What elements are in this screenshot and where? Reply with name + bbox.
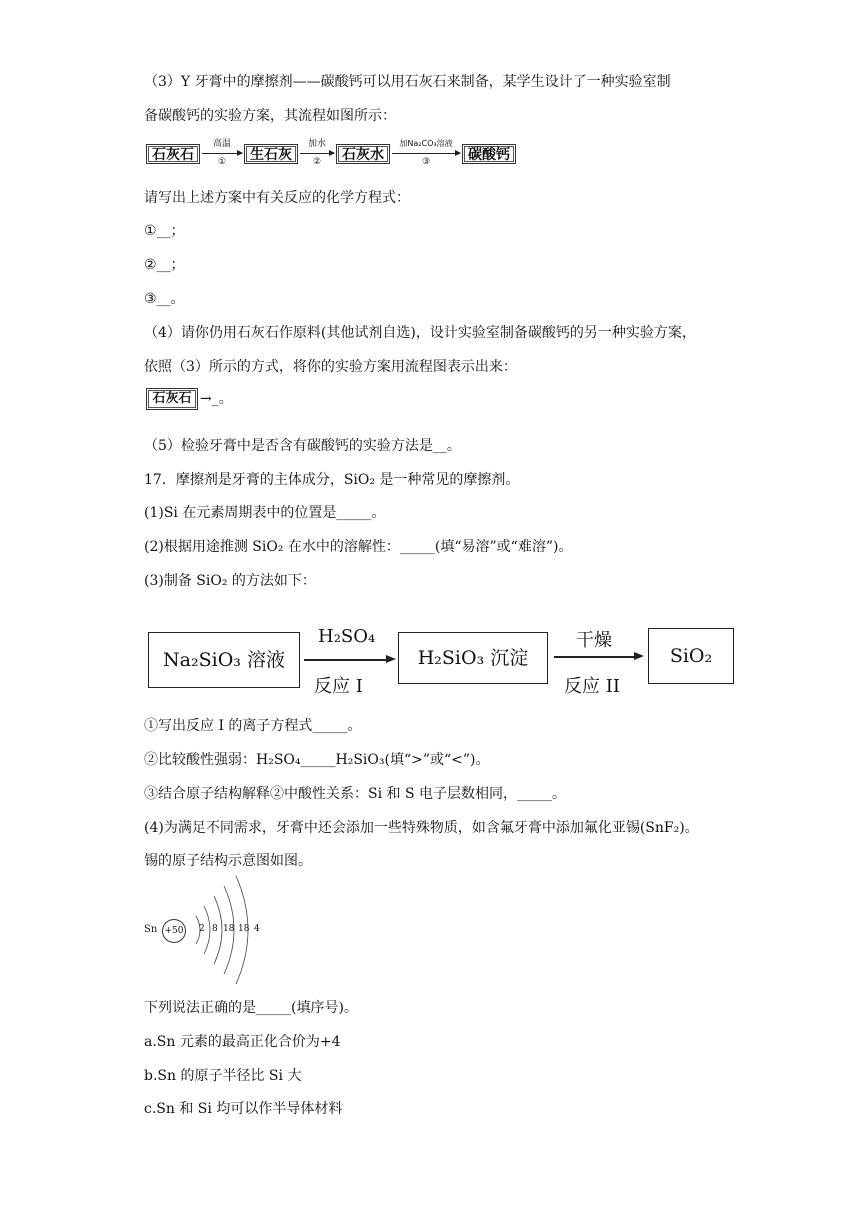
q16-part4-line2: 依照（3）所示的方式，将你的实验方案用流程图表示出来： bbox=[144, 359, 517, 375]
q16-part5: （5）检验牙膏中是否含有碳酸钙的实验方法是__。 bbox=[144, 438, 461, 454]
atom-nucleus: +50 bbox=[162, 919, 186, 943]
flow-arrow-1 bbox=[202, 139, 242, 167]
flow2-arrow2-label: 反应 II bbox=[564, 676, 620, 697]
arrow-1-step: ① bbox=[217, 157, 227, 167]
q17-option-c: c.Sn 和 Si 均可以作半导体材料 bbox=[144, 1101, 343, 1117]
flow2-arrow1-label: 反应 I bbox=[314, 676, 363, 697]
q17-ask: 下列说法正确的是_____(填序号)。 bbox=[144, 1000, 358, 1016]
flow2-arrow2-condition: 干燥 bbox=[576, 630, 612, 651]
shell-1-electrons: 2 bbox=[199, 924, 205, 934]
flow2-arrow1-reagent: H₂SO₄ bbox=[318, 626, 376, 647]
q17-sub3-3: ③结合原子结构解释②中酸性关系：Si 和 S 电子层数相同，_____。 bbox=[144, 786, 567, 802]
q17-sub3-1: ①写出反应 I 的离子方程式_____。 bbox=[144, 718, 362, 734]
q17-sub4-line2: 锡的原子结构示意图如图。 bbox=[144, 853, 312, 869]
flow-box-quicklime: 生石灰 bbox=[244, 144, 298, 164]
flow2-arrow2-head bbox=[634, 652, 644, 660]
arrow-1-condition: 高温 bbox=[212, 139, 231, 149]
shell-4-electrons: 18 bbox=[238, 924, 250, 934]
q16-part3-line1: （3）Y 牙膏中的摩擦剂——碳酸钙可以用石灰石来制备，某学生设计了一种实验室制 bbox=[144, 74, 671, 90]
q17-sub3-2: ②比较酸性强弱：H₂SO₄_____H₂SiO₃(填“>”或“<”)。 bbox=[144, 752, 490, 768]
q17-sub4-line1: (4)为满足不同需求，牙膏中还会添加一些特殊物质，如含氟牙膏中添加氟化亚锡(SnF₂)。 bbox=[144, 820, 699, 836]
part4-box-limestone: 石灰石 bbox=[146, 388, 198, 410]
arrow-3-step: ③ bbox=[421, 157, 431, 167]
flow-box-limestone: 石灰石 bbox=[146, 144, 200, 164]
flow-box-limewater: 石灰水 bbox=[336, 144, 390, 164]
flow2-arrow2-shaft bbox=[554, 656, 636, 658]
arrow-2-step: ② bbox=[312, 157, 322, 167]
q16-part4-line1: （4）请你仍用石灰石作原料(其他试剂自选)，设计实验室制备碳酸钙的另一种实验方案， bbox=[144, 325, 696, 341]
limestone-flowchart bbox=[146, 138, 526, 172]
flow-arrow-3 bbox=[392, 139, 460, 167]
flow2-arrow1-head bbox=[386, 655, 396, 663]
flow2-box-sodium-silicate: Na₂SiO₃ 溶液 bbox=[148, 632, 300, 688]
flow2-box-silicic-acid: H₂SiO₃ 沉淀 bbox=[398, 632, 548, 684]
q17-sub3: (3)制备 SiO₂ 的方法如下： bbox=[144, 573, 316, 589]
shell-3-electrons: 18 bbox=[223, 924, 235, 934]
flow2-box-sio2: SiO₂ bbox=[648, 628, 734, 684]
arrow-2-condition: 加水 bbox=[307, 139, 326, 149]
q17-option-a: a.Sn 元素的最高正化合价为+4 bbox=[144, 1034, 341, 1050]
q16-equation-1: ①__； bbox=[144, 223, 185, 239]
q16-equation-2: ②__； bbox=[144, 257, 185, 273]
q16-part3-line2: 备碳酸钙的实验方案，其流程如图所示： bbox=[144, 108, 396, 124]
shell-2-electrons: 8 bbox=[212, 924, 218, 934]
q17-sub2: (2)根据用途推测 SiO₂ 在水中的溶解性：_____(填“易溶”或“难溶”)。 bbox=[144, 539, 573, 555]
flow-box-calcium-carbonate: 碳酸钙 bbox=[462, 144, 516, 164]
q17-option-b: b.Sn 的原子半径比 Si 大 bbox=[144, 1068, 302, 1084]
flow-arrow-2 bbox=[300, 139, 334, 167]
part4-answer-blank: →_。 bbox=[200, 391, 233, 407]
q17-sub1: (1)Si 在元素周期表中的位置是_____。 bbox=[144, 505, 386, 521]
shell-5-electrons: 4 bbox=[254, 924, 260, 934]
q16-ask-equations: 请写出上述方案中有关反应的化学方程式： bbox=[144, 190, 410, 206]
q17-intro: 17．摩擦剂是牙膏的主体成分，SiO₂ 是一种常见的摩擦剂。 bbox=[144, 472, 520, 488]
sio2-preparation-flowchart bbox=[146, 622, 746, 702]
q16-equation-3: ③__。 bbox=[144, 291, 185, 307]
atom-symbol: Sn bbox=[144, 924, 158, 935]
arrow-3-condition: 加Na₂CO₃溶液 bbox=[399, 139, 453, 148]
flow2-arrow1-shaft bbox=[304, 659, 388, 661]
tin-atomic-structure-diagram bbox=[144, 872, 274, 992]
